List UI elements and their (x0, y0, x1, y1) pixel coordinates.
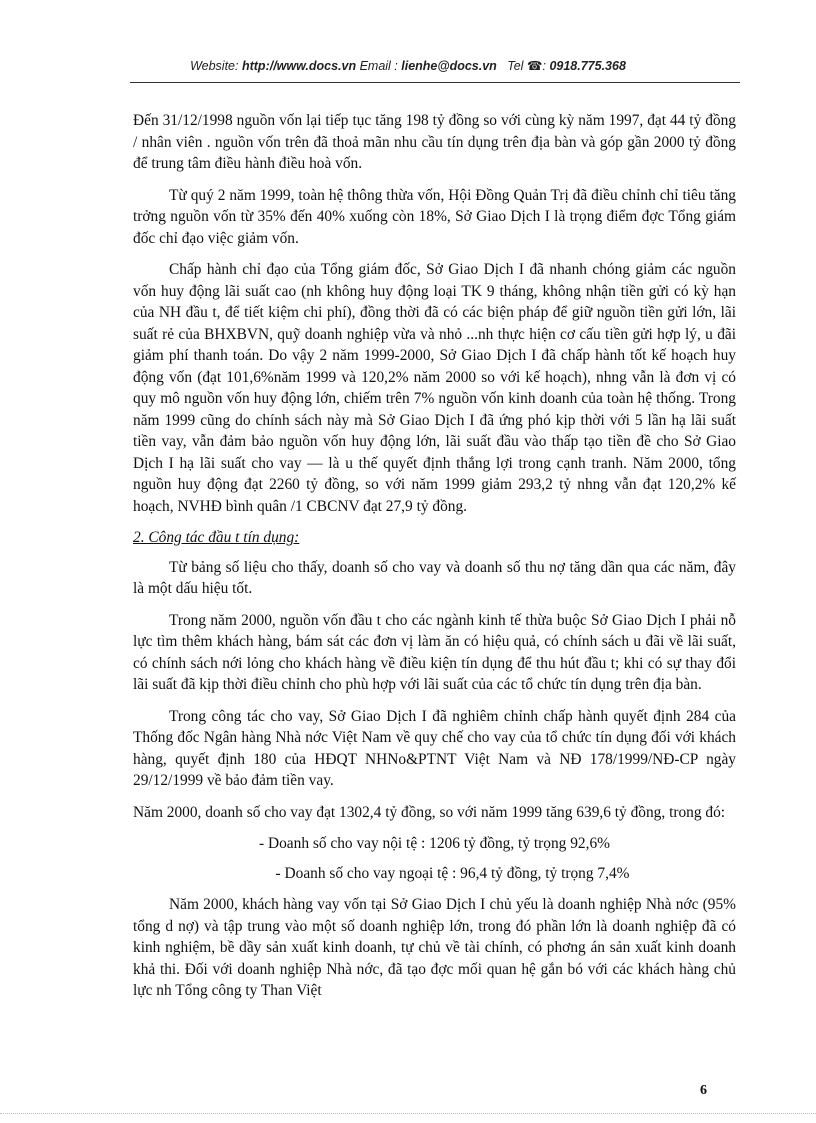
website-link[interactable]: http://www.docs.vn (241, 59, 357, 73)
website-label: Website: (190, 59, 239, 73)
email-label: Email : (359, 59, 398, 73)
page-header (0, 58, 816, 73)
email-link[interactable]: lienhe@docs.vn (401, 59, 497, 73)
paragraph-3: Chấp hành chỉ đạo của Tổng giám đốc, Sở Giao Dịch I đã nhanh chóng giảm các nguồn vốn huy động lãi suất cao (nh không huy động loại TK 9 tháng, không nhận tiền gửi có kỳ hạn của NH đầu t, để tiết kiệm chi phí), đồng thời đã có các biện pháp để giữ nguồn tiền gửi lớn, lãi suất rẻ của BHXBVN, quỹ doanh nghiệp vừa và nhỏ ...nh thực hiện cơ cấu tiền gửi hợp lý, u đãi giảm phí thanh toán. Do vậy 2 năm 1999-2000, Sở Giao Dịch I đã chấp hành tốt kế hoạch huy động vốn (đạt 101,6%năm 1999 và 120,2% năm 2000 so với kế hoạch), nhng vẫn là đơn vị có quy mô nguồn vốn huy động lớn, chiếm trên 7% nguồn vốn kinh doanh của toàn hệ thống. Trong năm 1999 cũng do chính sách này mà Sở Giao Dịch I đã ứng phó kịp thời với 5 lần hạ lãi suất tiền vay, vẫn đảm bảo nguồn vốn huy động lớn, lãi suất đầu vào thấp tạo tiền đề cho Sở Giao Dịch I hạ lãi suất cho vay — là u thế quyết định thắng lợi trong cạnh tranh. Năm 2000, tổng nguồn huy động đạt 2260 tỷ đồng, so với năm 1999 giảm 293,2 tỷ nhng vẫn đạt 120,2% kế hoạch, NVHĐ bình quân /1 CBCNV đạt 27,9 tỷ đồng. (133, 261, 736, 515)
bullet-domestic-loans: - Doanh số cho vay nội tệ : 1206 tỷ đồng, tỷ trọng 92,6% (259, 835, 610, 852)
paragraph-5: Trong năm 2000, nguồn vốn đầu t cho các ngành kinh tế thừa buộc Sở Giao Dịch I phải nỗ lực tìm thêm khách hàng, bám sát các đơn vị làm ăn có hiệu quả, có chính sách u đãi về lãi suất, có chính sách nới lỏng cho khách hàng về điều kiện tín dụng để thu hút đầu t; khi có sự thay đổi lãi suất đã kịp thời điều chỉnh cho phù hợp với lãi suất của các tổ chức tín dụng trên địa bàn. (133, 611, 736, 693)
paragraph-4: Từ bảng số liệu cho thấy, doanh số cho vay và doanh số thu nợ tăng dần qua các năm, đây là một dấu hiệu tốt. (133, 558, 736, 597)
bullet-foreign-loans: - Doanh số cho vay ngoại tệ : 96,4 tỷ đồng, tỷ trọng 7,4% (275, 864, 630, 882)
paragraph-2: Từ quý 2 năm 1999, toàn hệ thông thừa vốn, Hội Đồng Quản Trị đã điều chỉnh chỉ tiêu tăng trởng nguồn vốn từ 35% đến 40% xuống còn 18%, Sở Giao Dịch I là trọng điểm đợc Tổng giám đốc chỉ đạo việc giảm vốn. (133, 186, 736, 247)
paragraph-6: Trong công tác cho vay, Sở Giao Dịch I đã nghiêm chỉnh chấp hành quyết định 284 của Thống đốc Ngân hàng Nhà nớc Việt Nam về quy chế cho vay của tổ chức tín dụng đối với khách hàng, quyết định 180 của HĐQT NHNo&PTNT Việt Nam và NĐ 178/1999/NĐ-CP ngày 29/12/1999 về bảo đảm tiền vay. (133, 707, 736, 789)
footer-divider (0, 1113, 816, 1114)
document-body (133, 110, 736, 1012)
section-title: 2. Công tác đầu t tín dụng: (133, 529, 300, 546)
paragraph-8: Năm 2000, khách hàng vay vốn tại Sở Giao Dịch I chủ yếu là doanh nghiệp Nhà nớc (95% tổng d nợ) và tập trung vào một số doanh nghiệp lớn, trong đó phần lớn là doanh nghiệp đã có kinh nghiệm, bề dầy sản xuất kinh doanh, tự chủ về tài chính, có phơng án sản xuất kinh doanh khả thi. Đối với doanh nghiệp Nhà nớc, đã tạo đợc mối quan hệ gắn bó với các khách hàng chủ lực nh Tổng công ty Than Việt (133, 896, 736, 999)
paragraph-1: Đến 31/12/1998 nguồn vốn lại tiếp tục tăng 198 tỷ đồng so với cùng kỳ năm 1997, đạt 44 tỷ đồng / nhân viên . nguồn vốn trên đã thoả mãn nhu cầu tín dụng trên địa bàn và góp gần 2000 tỷ đồng để trung tâm điều hành điều hoà vốn. (133, 112, 736, 172)
tel-label: Tel ☎: (507, 59, 546, 73)
page-number: 6 (700, 1083, 707, 1098)
tel-number: 0918.775.368 (549, 59, 626, 73)
paragraph-7: Năm 2000, doanh số cho vay đạt 1302,4 tỷ đồng, so với năm 1999 tăng 639,6 tỷ đồng, trong đó: (133, 803, 726, 821)
header-divider (130, 82, 740, 83)
